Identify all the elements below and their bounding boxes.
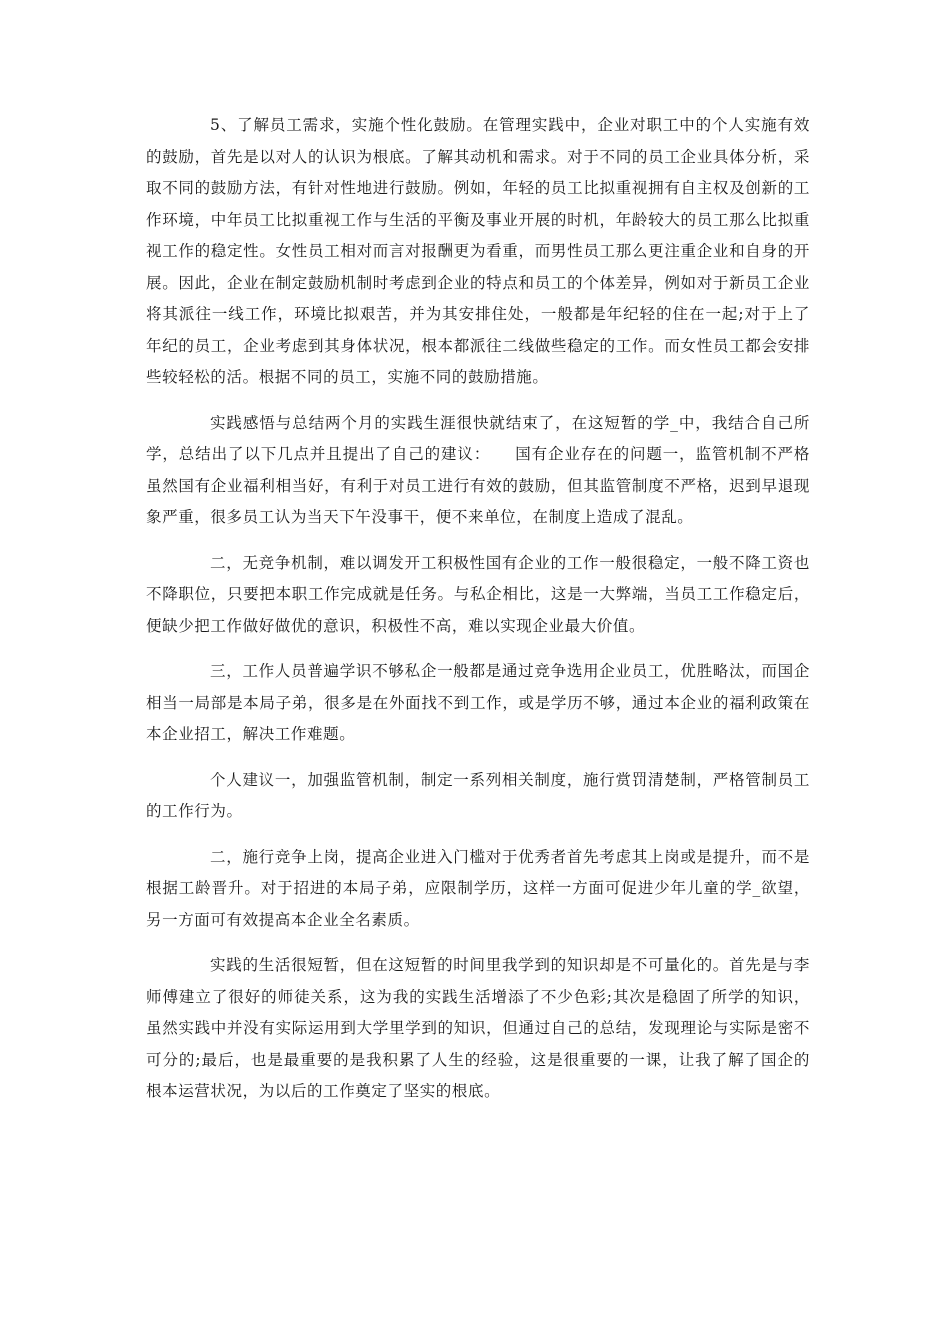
paragraph-no-competition: 二，无竞争机制，难以调发开工积极性国有企业的工作一般很稳定，一般不降工资也不降职位，只要把本职工作完成就是任务。与私企相比，这是一大弊端，当员工工作稳定后，便缺少把工作做好做优的意识，积极性不高，难以实现企业最大价值。 bbox=[146, 553, 810, 635]
paragraph-suggestion-two: 二，施行竞争上岗，提高企业进入门槛对于优秀者首先考虑其上岗或是提升，而不是根据工龄晋升。对于招进的本局子弟，应限制学历，这样一方面可促进少年儿童的学_欲望，另一方面可有效提高本企业全名素质。 bbox=[146, 847, 810, 929]
paragraph-suggestion-one: 个人建议一，加强监管机制，制定一系列相关制度，施行赏罚清楚制，严格管制员工的工作行为。 bbox=[146, 770, 810, 820]
document-body bbox=[146, 110, 810, 1122]
paragraph-conclusion: 实践的生活很短暂，但在这短暂的时间里我学到的知识却是不可量化的。首先是与李师傅建立了很好的师徒关系，这为我的实践生活增添了不少色彩;其次是稳固了所学的知识，虽然实践中并没有实际运用到大学里学到的知识，但通过自己的总结，发现理论与实际是密不可分的;最后，也是最重要的是我积累了人生的经验，这是很重要的一课，让我了解了国企的根本运营状况，为以后的工作奠定了坚实的根底。 bbox=[146, 956, 810, 1100]
paragraph-staff-knowledge: 三，工作人员普遍学识不够私企一般都是通过竞争选用企业员工，优胜略汰，而国企相当一局部是本局子弟，很多是在外面找不到工作，或是学历不够，通过本企业的福利政策在本企业招工，解决工作难题。 bbox=[146, 662, 810, 743]
paragraph-employee-needs: 5、了解员工需求，实施个性化鼓励。在管理实践中，企业对职工中的个人实施有效的鼓励，首先是以对人的认识为根底。了解其动机和需求。对于不同的员工企业具体分析，采取不同的鼓励方法，有针对性地进行鼓励。例如，年轻的员工比拟重视拥有自主权及创新的工作环境，中年员工比拟重视工作与生活的平衡及事业开展的时机，年龄较大的员工那么比拟重视工作的稳定性。女性员工相对而言对报酬更为看重，而男性员工那么更注重企业和自身的开展。因此，企业在制定鼓励机制时考虑到企业的特点和员工的个体差异，例如对于新员工企业将其派往一线工作，环境比拟艰苦，并为其安排住处，一般都是年纪轻的住在一起;对于上了年纪的员工，企业考虑到其身体状况，根本都派往二线做些稳定的工作。而女性员工都会安排些较轻松的活。根据不同的员工，实施不同的鼓励措施。 bbox=[146, 116, 810, 386]
paragraph-practice-summary: 实践感悟与总结两个月的实践生涯很快就结束了，在这短暂的学_中，我结合自己所学，总结出了以下几点并且提出了自己的建议： 国有企业存在的问题一，监管机制不严格虽然国有企业福利相当好，有利于对员工进行有效的鼓励，但其监管制度不严格，迟到早退现象严重，很多员工认为当天下午没事干，便不来单位，在制度上造成了混乱。 bbox=[146, 413, 810, 526]
